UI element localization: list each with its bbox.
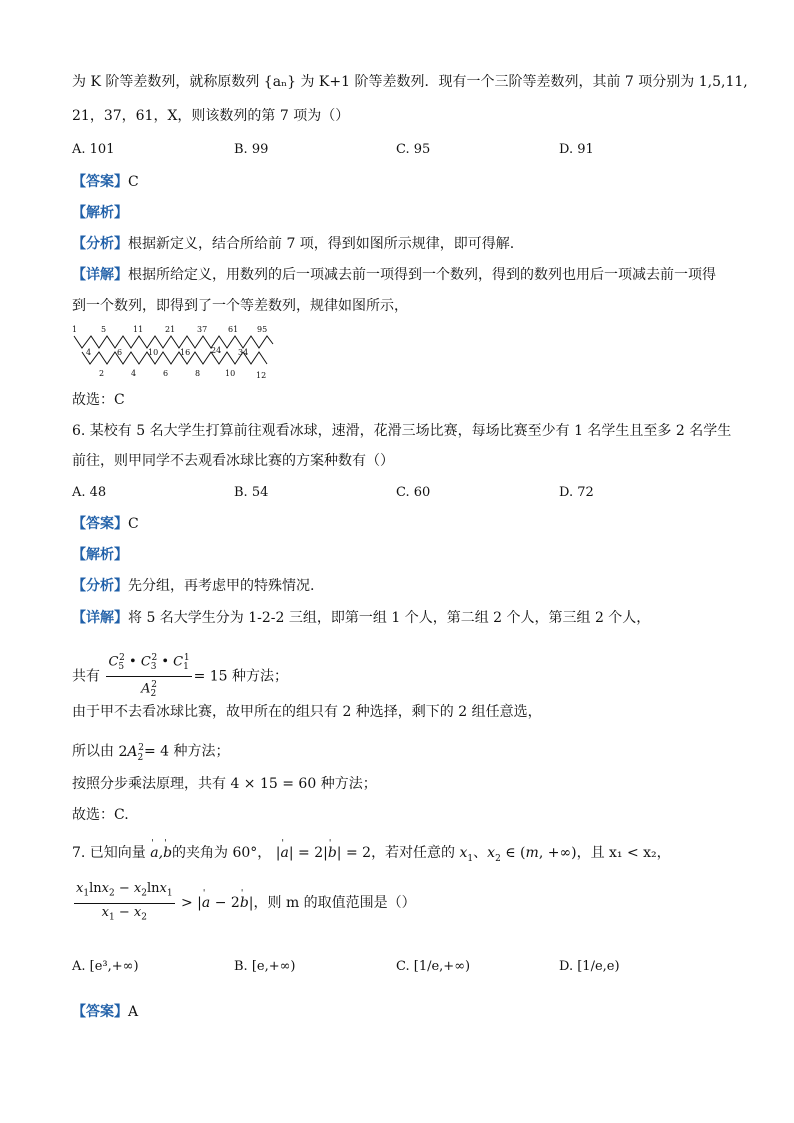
q6-fenxi-text: 先分组，再考虑甲的特殊情况. bbox=[128, 578, 315, 594]
q5-option-d[interactable]: D. 91 bbox=[559, 142, 594, 157]
combination-fraction: $\frac{C_5^2 • C_3^2 • C_1^1}{A_2^2}$ bbox=[106, 650, 191, 703]
suoyi-result: = 4 种方法； bbox=[143, 743, 230, 760]
q7-stem-line1: 7. 已知向量 ' a,' b的夹角为 60°， |' a| = 2|' b| = 2，若对任意的 $x_1$、$x_2$ ∈ (m, +∞)，且 x₁ < x₂， bbox=[72, 843, 671, 869]
q7-angle-text: 的夹角为 60°， bbox=[172, 845, 272, 861]
q6-stem-text-1: 6. 某校有 5 名大学生打算前往观看冰球，速滑，花滑三场比赛，每场比赛至少有 1 名学生且至多 2 名学生 bbox=[72, 423, 732, 439]
inequality-fraction: $\frac{x_1\ln x_2 - x_2\ln x_1}{x_1 - x_2}$ bbox=[76, 881, 173, 923]
q5-xiangjie-line2 bbox=[72, 296, 408, 316]
q6-analysis-heading bbox=[72, 545, 128, 565]
q7-answer bbox=[72, 1002, 138, 1022]
q5-answer bbox=[72, 172, 139, 192]
mid-row-labels bbox=[86, 346, 248, 357]
suoyi-label: 所以由 bbox=[72, 743, 114, 760]
q6-xiangjie bbox=[72, 608, 650, 628]
q5-analysis-heading bbox=[72, 203, 128, 223]
q5-stem-text-1: 为 K 阶等差数列，就称原数列 {aₙ} 为 K+1 阶等差数列．现有一个三阶等差数列，其前 7 项分别为 1,5,11, bbox=[72, 74, 748, 90]
top-label: 21 bbox=[165, 325, 176, 334]
analysis-tag: 【解析】 bbox=[72, 205, 128, 221]
q5-option-b[interactable]: B. 99 bbox=[234, 142, 269, 157]
vectors-ab: ' a,' b bbox=[150, 845, 172, 861]
bottom-label: 8 bbox=[195, 369, 201, 378]
top-label: 37 bbox=[197, 325, 208, 334]
analysis-tag: 【解析】 bbox=[72, 547, 128, 563]
q5-xiangjie-text-2: 到一个数列，即得到了一个等差数列，规律如图所示， bbox=[72, 298, 408, 314]
zigzag-line bbox=[74, 336, 273, 348]
q7-line2-tail: ，则 m 的取值范围是（） bbox=[253, 895, 416, 912]
bottom-row-labels bbox=[99, 369, 266, 380]
q6-jia-line bbox=[72, 702, 542, 722]
q7-option-a[interactable]: A. [e³,+∞) bbox=[72, 959, 139, 974]
q6-stem-line2 bbox=[72, 451, 394, 471]
bottom-label: 10 bbox=[225, 369, 236, 378]
fenxi-tag: 【分析】 bbox=[72, 578, 128, 594]
q5-xiangjie-line1 bbox=[72, 265, 716, 285]
q6-option-b[interactable]: B. 54 bbox=[234, 485, 269, 500]
q7-cond-text: ，若对任意的 bbox=[371, 845, 456, 861]
mid-label: 34 bbox=[238, 348, 249, 357]
q7-answer-value: A bbox=[128, 1004, 139, 1020]
top-label: 1 bbox=[72, 325, 78, 334]
q6-option-c[interactable]: C. 60 bbox=[396, 485, 431, 500]
x1-x2-domain: x bbox=[459, 845, 468, 861]
inequality-rhs: > |' a − 2' b| bbox=[181, 895, 254, 911]
q6-suoyi-line bbox=[72, 738, 230, 767]
bottom-label: 4 bbox=[131, 369, 137, 378]
q5-xiangjie-text-1: 根据所给定义，用数列的后一项减去前一项得到一个数列，得到的数列也用后一项减去前一项得 bbox=[128, 267, 716, 283]
q6-option-a[interactable]: A. 48 bbox=[72, 485, 107, 500]
q5-choose-text: 故选：C bbox=[72, 392, 125, 408]
q5-option-a[interactable]: A. 101 bbox=[72, 142, 115, 157]
q7-option-d[interactable]: D. [1/e,e) bbox=[559, 959, 620, 974]
answer-tag: 【答案】 bbox=[72, 174, 128, 190]
q6-stem-text-2: 前往，则甲同学不去观看冰球比赛的方案种数有（） bbox=[72, 453, 394, 469]
fenxi-tag: 【分析】 bbox=[72, 236, 128, 252]
mid-label: 6 bbox=[117, 348, 123, 357]
q6-fenxi bbox=[72, 576, 314, 596]
mid-label: 16 bbox=[180, 348, 191, 357]
q6-xiangjie-text: 将 5 名大学生分为 1-2-2 三组，即第一组 1 个人，第二组 2 个人，第三组 2 个人， bbox=[128, 610, 651, 626]
q5-fenxi-text: 根据新定义，结合所给前 7 项，得到如图所示规律，即可得解. bbox=[128, 236, 515, 252]
bottom-label: 12 bbox=[256, 371, 267, 380]
q6-choose-text: 故选：C. bbox=[72, 807, 129, 823]
answer-tag: 【答案】 bbox=[72, 1004, 128, 1020]
mid-label: 10 bbox=[148, 348, 159, 357]
q5-stem-text-2: 21，37，61，X，则该数列的第 7 项为（） bbox=[72, 108, 350, 124]
gong-you-label: 共有 bbox=[72, 668, 100, 685]
q6-stem-line1 bbox=[72, 421, 731, 441]
mid-label: 24 bbox=[211, 346, 222, 355]
q6-jia-text: 由于甲不去看冰球比赛，故甲所在的组只有 2 种选择，剩下的 2 组任意选， bbox=[72, 704, 542, 720]
difference-zigzag-figure bbox=[66, 322, 276, 382]
q7-option-c[interactable]: C. [1/e,+∞) bbox=[396, 959, 471, 974]
q7-prefix: 7. 已知向量 bbox=[72, 845, 146, 861]
mid-label: 4 bbox=[86, 348, 92, 357]
q6-chengfa-text: 按照分步乘法原理，共有 4 × 15 = 60 种方法； bbox=[72, 776, 377, 792]
xiangjie-tag: 【详解】 bbox=[72, 610, 128, 626]
xiangjie-tag: 【详解】 bbox=[72, 267, 128, 283]
q7-tail-text: ，且 x₁ < x₂， bbox=[576, 845, 671, 861]
top-label: 5 bbox=[101, 325, 107, 334]
answer-tag: 【答案】 bbox=[72, 516, 128, 532]
top-label: 95 bbox=[257, 325, 268, 334]
q5-fenxi bbox=[72, 234, 514, 254]
top-row-labels bbox=[72, 325, 267, 334]
q6-answer bbox=[72, 514, 139, 534]
q6-option-d[interactable]: D. 72 bbox=[559, 485, 594, 500]
bottom-label: 2 bbox=[99, 369, 105, 378]
q5-answer-value: C bbox=[128, 174, 139, 190]
q7-option-b[interactable]: B. [e,+∞) bbox=[234, 959, 296, 974]
q5-option-c[interactable]: C. 95 bbox=[396, 142, 431, 157]
q5-stem-line2 bbox=[72, 106, 349, 126]
q7-stem-line2 bbox=[72, 880, 416, 926]
q5-choose bbox=[72, 390, 125, 410]
q6-chengfa-line bbox=[72, 774, 377, 794]
top-label: 11 bbox=[133, 325, 144, 334]
q5-stem-line1 bbox=[72, 72, 748, 92]
q6-answer-value: C bbox=[128, 516, 139, 532]
q6-combination-formula bbox=[72, 650, 288, 703]
combination-result: = 15 种方法； bbox=[193, 668, 289, 685]
q6-choose bbox=[72, 805, 129, 825]
norm-condition: |' a| = 2|' b| = 2 bbox=[276, 845, 371, 861]
bottom-label: 6 bbox=[163, 369, 169, 378]
top-label: 61 bbox=[228, 325, 239, 334]
arrangement-expression: $2A_2^2$ bbox=[118, 743, 144, 763]
